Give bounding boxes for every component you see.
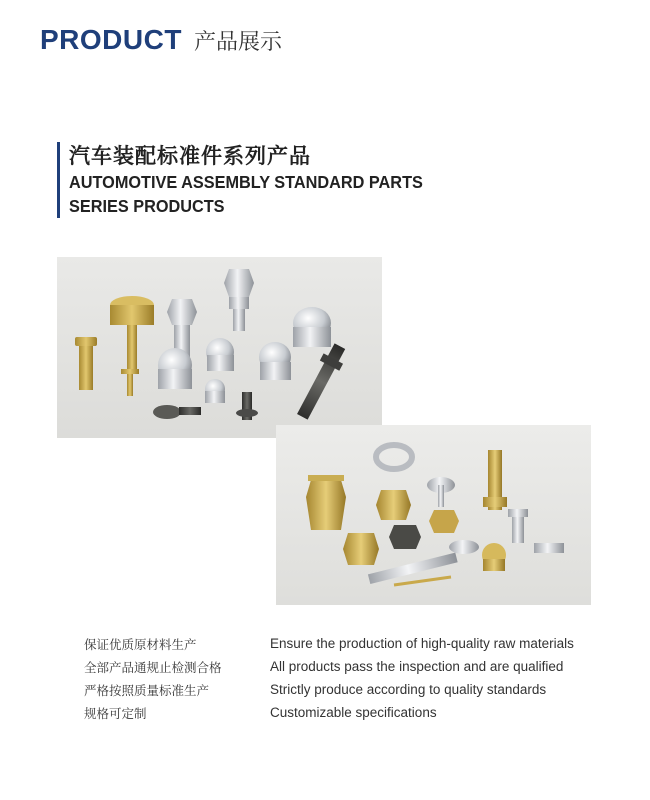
feature-row xyxy=(84,632,624,655)
page-header xyxy=(40,24,282,56)
feature-row xyxy=(84,678,624,701)
header-title-en: PRODUCT xyxy=(40,24,182,55)
header-title-cn: 产品展示 xyxy=(193,30,282,55)
feature-cn: 严格按照质量标准生产 xyxy=(84,682,210,698)
product-photo-fasteners xyxy=(57,257,382,438)
section-title-block xyxy=(57,142,450,218)
feature-cn: 全部产品通规止检测合格 xyxy=(84,659,222,675)
feature-en: Ensure the production of high-quality raw materials xyxy=(270,636,574,651)
feature-cn: 保证优质原材料生产 xyxy=(84,636,197,652)
feature-list xyxy=(84,632,624,724)
feature-row xyxy=(84,655,624,678)
product-photo-brass-nuts xyxy=(276,425,591,605)
section-title-cn: 汽车装配标准件系列产品 xyxy=(69,144,311,168)
feature-en: All products pass the inspection and are qualified xyxy=(270,659,564,674)
section-title-en-line1: AUTOMOTIVE ASSEMBLY STANDARD PARTS xyxy=(69,172,423,192)
feature-en: Strictly produce according to quality standards xyxy=(270,682,547,697)
section-title-en-line2: SERIES PRODUCTS xyxy=(69,196,225,216)
feature-cn: 规格可定制 xyxy=(84,705,147,721)
feature-row xyxy=(84,701,624,724)
feature-en: Customizable specifications xyxy=(270,705,437,720)
